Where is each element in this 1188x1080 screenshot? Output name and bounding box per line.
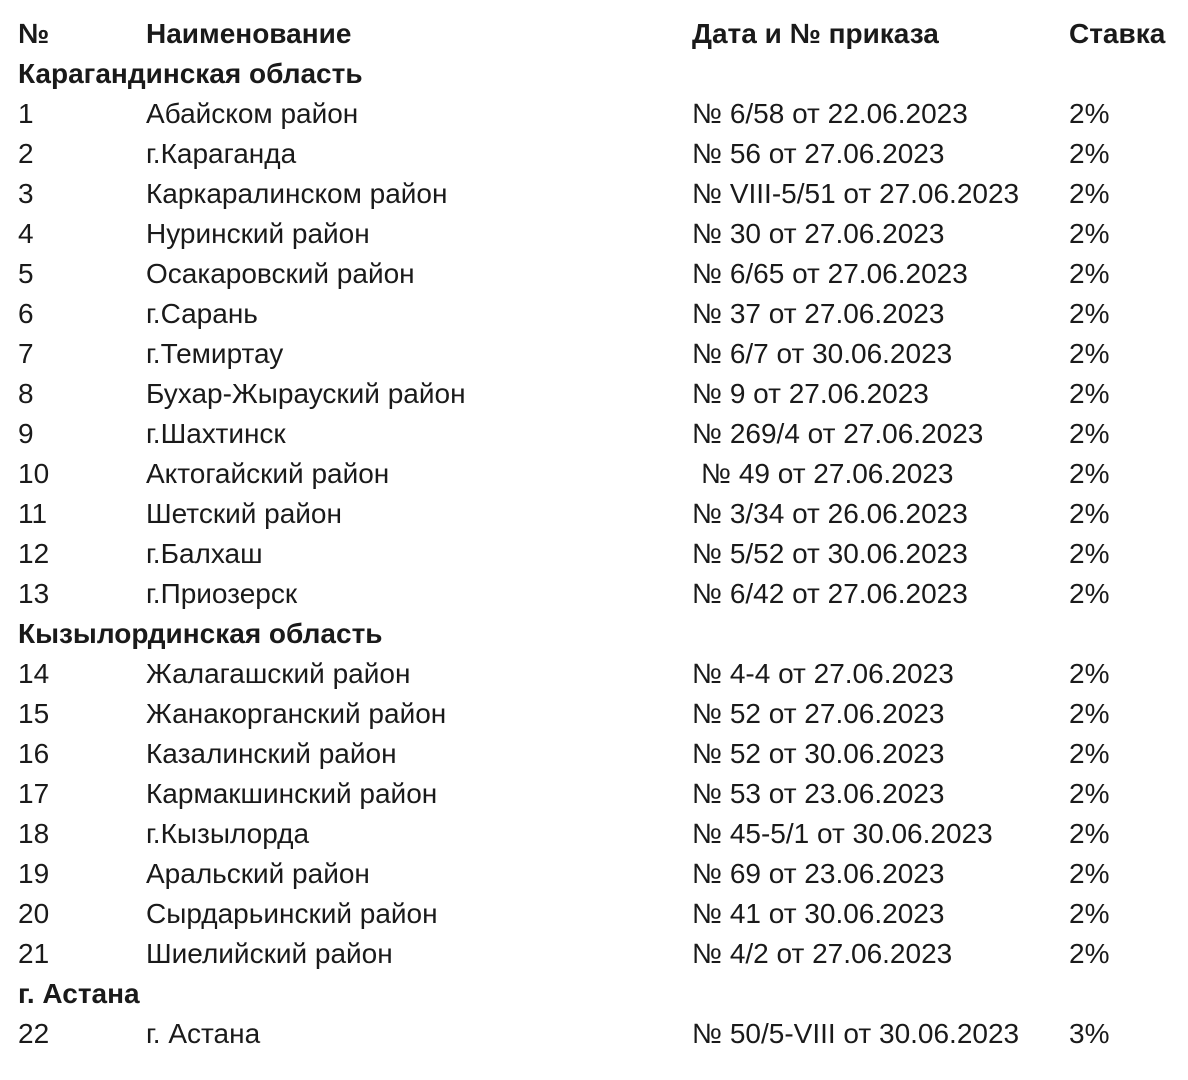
row-name: г.Кызылорда: [146, 818, 310, 849]
table-row: [18, 854, 1184, 894]
table-row: [18, 774, 1184, 814]
table-header: [18, 14, 1184, 54]
row-name: Бухар-Жырауский район: [146, 378, 466, 409]
row-order: № 49 от 27.06.2023: [701, 458, 954, 489]
row-name: г. Астана: [146, 1018, 261, 1049]
row-rate: 2%: [1069, 98, 1110, 129]
row-order: № 41 от 30.06.2023: [692, 898, 945, 929]
table-row: [18, 734, 1184, 774]
row-name: Кармакшинский район: [146, 778, 438, 809]
header-order: Дата и № приказа: [692, 18, 939, 49]
row-order: № 269/4 от 27.06.2023: [692, 418, 984, 449]
row-number: 15: [18, 698, 50, 729]
row-rate: 2%: [1069, 898, 1110, 929]
row-name: г.Караганда: [146, 138, 297, 169]
row-name: г.Балхаш: [146, 538, 263, 569]
row-order: № 6/42 от 27.06.2023: [692, 578, 968, 609]
row-order: № 6/58 от 22.06.2023: [692, 98, 968, 129]
row-rate: 2%: [1069, 218, 1110, 249]
table-row: [18, 1014, 1184, 1054]
row-order: № 52 от 27.06.2023: [692, 698, 945, 729]
row-number: 20: [18, 898, 50, 929]
row-order: № 6/65 от 27.06.2023: [692, 258, 968, 289]
row-order: № 6/7 от 30.06.2023: [692, 338, 953, 369]
row-number: 18: [18, 818, 50, 849]
row-rate: 3%: [1069, 1018, 1110, 1049]
row-rate: 2%: [1069, 378, 1110, 409]
table-row: [18, 334, 1184, 374]
row-rate: 2%: [1069, 418, 1110, 449]
row-name: Жанакорганский район: [146, 698, 447, 729]
row-name: Нуринский район: [146, 218, 370, 249]
table-row: [18, 254, 1184, 294]
row-number: 3: [18, 178, 34, 209]
row-name: Казалинский район: [146, 738, 397, 769]
row-rate: 2%: [1069, 938, 1110, 969]
row-rate: 2%: [1069, 258, 1110, 289]
row-number: 7: [18, 338, 34, 369]
table-row: [18, 894, 1184, 934]
table-row: [18, 374, 1184, 414]
row-name: Аральский район: [146, 858, 370, 889]
row-name: Абайском район: [146, 98, 359, 129]
row-rate: 2%: [1069, 498, 1110, 529]
table-row: [18, 694, 1184, 734]
row-number: 13: [18, 578, 50, 609]
row-number: 8: [18, 378, 34, 409]
table-row: [18, 934, 1184, 974]
row-number: 2: [18, 138, 34, 169]
table-row: [18, 494, 1184, 534]
row-number: 1: [18, 98, 34, 129]
row-number: 21: [18, 938, 50, 969]
row-order: № 30 от 27.06.2023: [692, 218, 945, 249]
region-heading: [18, 54, 1184, 94]
row-number: 22: [18, 1018, 50, 1049]
row-number: 4: [18, 218, 34, 249]
row-order: № 4-4 от 27.06.2023: [692, 658, 954, 689]
row-name: Сырдарьинский район: [146, 898, 438, 929]
table-row: [18, 174, 1184, 214]
region-name: Карагандинская область: [18, 58, 363, 89]
region-heading: [18, 614, 1184, 654]
row-rate: 2%: [1069, 338, 1110, 369]
table-row: [18, 294, 1184, 334]
row-number: 5: [18, 258, 34, 289]
region-heading: [18, 974, 1184, 1014]
row-rate: 2%: [1069, 818, 1110, 849]
row-name: г.Приозерск: [146, 578, 298, 609]
row-order: № 45-5/1 от 30.06.2023: [692, 818, 993, 849]
row-number: 6: [18, 298, 34, 329]
row-rate: 2%: [1069, 578, 1110, 609]
row-number: 16: [18, 738, 50, 769]
row-rate: 2%: [1069, 698, 1110, 729]
row-rate: 2%: [1069, 458, 1110, 489]
row-rate: 2%: [1069, 178, 1110, 209]
row-name: Осакаровский район: [146, 258, 415, 289]
tax-rate-table: [18, 14, 1184, 1054]
row-order: № 3/34 от 26.06.2023: [692, 498, 968, 529]
row-name: Актогайский район: [146, 458, 390, 489]
table-row: [18, 654, 1184, 694]
row-rate: 2%: [1069, 298, 1110, 329]
header-name: Наименование: [146, 18, 352, 49]
row-rate: 2%: [1069, 778, 1110, 809]
header-rate: Ставка: [1069, 18, 1166, 49]
row-number: 19: [18, 858, 50, 889]
row-number: 12: [18, 538, 50, 569]
row-order: № 4/2 от 27.06.2023: [692, 938, 953, 969]
row-order: № 56 от 27.06.2023: [692, 138, 945, 169]
row-name: Жалагашский район: [146, 658, 411, 689]
row-name: г.Темиртау: [146, 338, 284, 369]
table-row: [18, 414, 1184, 454]
row-number: 17: [18, 778, 50, 809]
row-name: г.Шахтинск: [146, 418, 286, 449]
row-order: № VIII-5/51 от 27.06.2023: [692, 178, 1020, 209]
table-row: [18, 214, 1184, 254]
row-order: № 37 от 27.06.2023: [692, 298, 945, 329]
region-name: Кызылординская область: [18, 618, 383, 649]
row-rate: 2%: [1069, 738, 1110, 769]
header-number: №: [18, 18, 50, 49]
row-order: № 53 от 23.06.2023: [692, 778, 945, 809]
row-name: Шиелийский район: [146, 938, 393, 969]
row-name: г.Сарань: [146, 298, 258, 329]
row-number: 14: [18, 658, 50, 689]
region-name: г. Астана: [18, 978, 140, 1009]
row-order: № 69 от 23.06.2023: [692, 858, 945, 889]
row-order: № 9 от 27.06.2023: [692, 378, 929, 409]
table-row: [18, 94, 1184, 134]
row-rate: 2%: [1069, 538, 1110, 569]
row-order: № 5/52 от 30.06.2023: [692, 538, 968, 569]
row-order: № 50/5-VIII от 30.06.2023: [692, 1018, 1020, 1049]
row-number: 11: [18, 498, 48, 529]
table-row: [18, 814, 1184, 854]
row-rate: 2%: [1069, 858, 1110, 889]
row-rate: 2%: [1069, 138, 1110, 169]
row-rate: 2%: [1069, 658, 1110, 689]
row-number: 9: [18, 418, 34, 449]
table-row: [18, 134, 1184, 174]
table-row: [18, 534, 1184, 574]
table-row: [18, 454, 1184, 494]
row-name: Каркаралинском район: [146, 178, 448, 209]
row-order: № 52 от 30.06.2023: [692, 738, 945, 769]
row-number: 10: [18, 458, 50, 489]
row-name: Шетский район: [146, 498, 342, 529]
table-row: [18, 574, 1184, 614]
